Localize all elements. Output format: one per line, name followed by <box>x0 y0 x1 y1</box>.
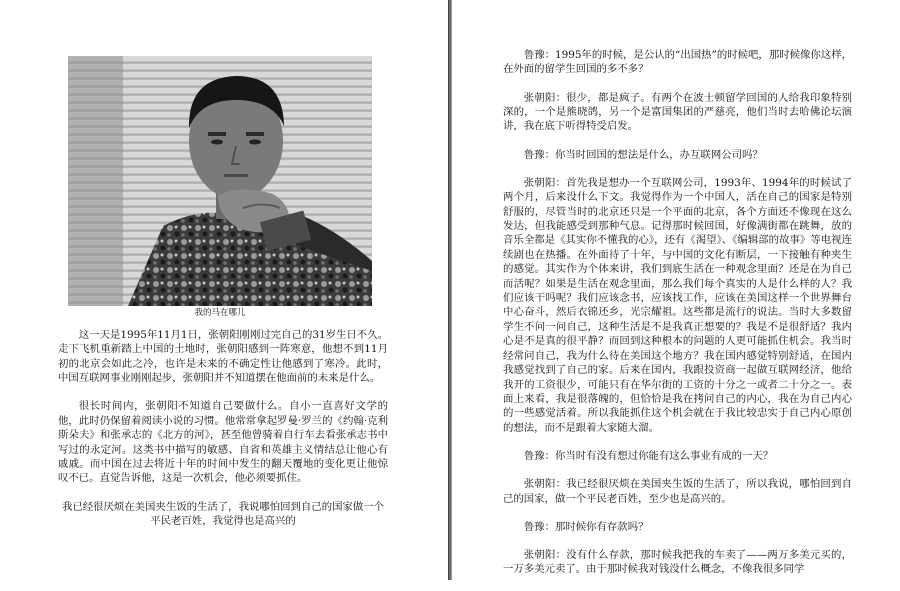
left-paragraph-1: 这一天是1995年11月1日，张朝阳刚刚过完自己的31岁生日不久。走下飞机重新踏上中国的土地时，张朝阳感到一阵寒意，他想不到11月初的北京会如此之冷，也许是未来的不确定性让他感到了寒冷。此时，中国互联网事业刚刚起步，张朝阳并不知道摆在他面前的未来是什么。 <box>58 329 388 385</box>
right-paragraph-7: 鲁豫：那时候你有存款吗？ <box>523 520 649 533</box>
left-paragraph-2: 很长时间内，张朝阳不知道自己要做什么。自小一直喜好文学的他，此时仍保留着阅读小说的习惯。他常常拿起罗曼·罗兰的《约翰·克利斯朵夫》和张承志的《北方的河》，甚至他曾骑着自行车去看张承志书中写过的永定河。这类书中描写的敏感、自省和英雄主义情结总让他心有戚戚。而中国在过去将近十年的时间中发生的翻天覆地的变化更让他惊叹不已。直觉告诉他，这是一次机会，他必须要抓住。 <box>58 400 388 485</box>
portrait-illustration <box>68 56 372 306</box>
right-paragraph-2: 张朝阳：很少，都是疯子。有两个在波士顿留学回国的人给我印象特别深的，一个是熊晓鸽，另一个是富国集团的严慈亮，他们当时去哈佛论坛演讲，我在底下听得特受启发。 <box>503 91 852 133</box>
right-paragraph-8: 张朝阳：没有什么存款，那时候我把我的车卖了——两万多美元买的，一万多美元卖了。由于那时候我对钱没什么概念，不像我很多同学 <box>503 548 852 576</box>
pull-quote: 我已经很厌烦在美国夹生饭的生活了，我说哪怕回到自己的国家做一个平民老百姓，我觉得也是高兴的 <box>61 500 385 528</box>
photo-caption: 我的马在哪儿 <box>194 308 246 318</box>
right-paragraph-1: 鲁豫：1995年的时候，是公认的“出国热”的时候吧，那时候像你这样，在外面的留学生回国的多不多？ <box>503 49 852 76</box>
right-paragraph-4: 张朝阳：首先我是想办一个互联网公司，1993年、1994年的时候试了两个月，后来没什么下文。我觉得作为一个中国人，活在自己的国家是特别舒服的，尽管当时的北京还只是一个平面的北京，各个方面还不像现在这么发达，但我能感受到那种气息。记得那时候回国，好像满街都在跳舞，放的音乐全都是《其实你不懂我的心》，还有《渴望》、《编辑部的故事》等电视连续剧也在热播。在外面待了十年，与中国的文化有断层，一下接触有种夹生的感觉。其实作为个体来讲，我们到底生活在一种观念里面？还是在为自己而活呢？如果是生活在观念里面，那么我们每个真实的人是什么样的人？我们应该干吗呢？我们应该念书，应该找工作，应该在美国这样一个世界舞台中心奋斗，然后衣锦还乡，光宗耀祖。这些都是流行的说法。当时大多数留学生不问一问自己，这种生活是不是我真正想要的？我是不是很舒适？我内心是不是真的很平静？而回到这种根本的问题的人更可能抓住机会。我当时经常问自己，我为什么待在美国这个地方？我在国内感觉特别舒适，在国内我感觉找到了自己的家。后来在国内，我跟投资商一起做互联网经济，他给我开的工资很少，可能只有在华尔街的工资的十分之一或者二十分之一。表面上来看，我是很落魄的，但恰恰是我在拷问自己的内心，我在为自己内心的一些感觉活着。所以我能抓住这个机会就在于我比较忠实于自己内心原创的想法，而不是跟着大家随大溜。 <box>503 176 852 434</box>
right-paragraph-5: 鲁豫：你当时有没有想过你能有这么事业有成的一天？ <box>523 449 774 462</box>
right-paragraph-3: 鲁豫：你当时回国的想法是什么，办互联网公司吗？ <box>523 148 763 161</box>
right-paragraph-6: 张朝阳：我已经很厌烦在美国夹生饭的生活了，所以我说，哪怕回到自己的国家，做一个平民老百姓，至少也是高兴的。 <box>503 478 852 505</box>
left-body-text <box>58 328 388 542</box>
left-page <box>0 0 448 580</box>
portrait-photo <box>68 56 372 306</box>
right-body-text <box>503 48 852 591</box>
